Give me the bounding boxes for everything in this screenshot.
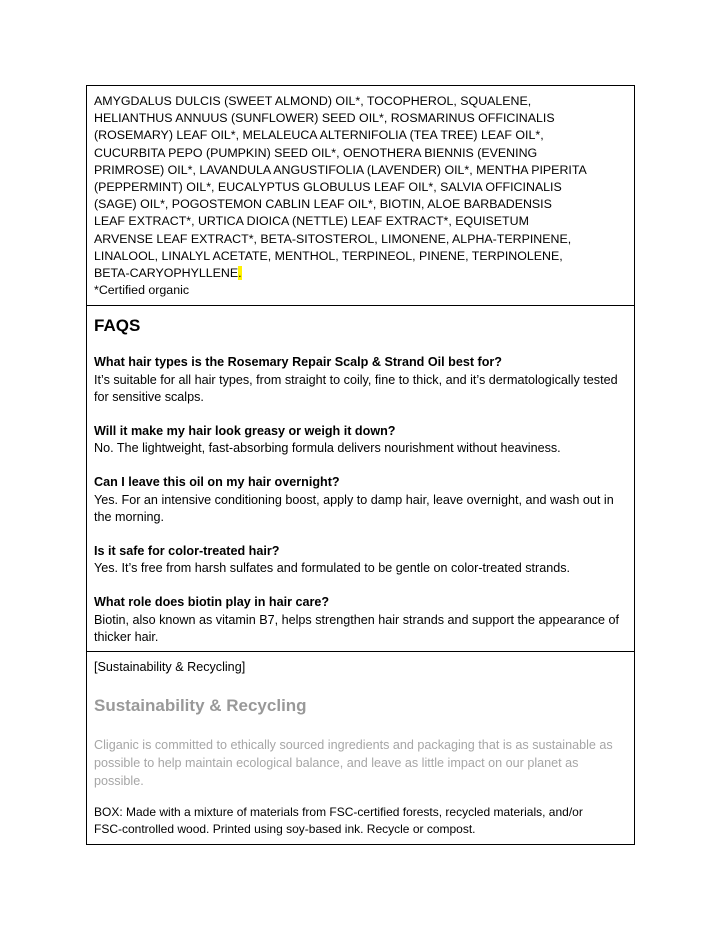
- box-info-line: FSC-controlled wood. Printed using soy-based ink. Recycle or compost.: [94, 822, 476, 837]
- faq-item: [94, 423, 628, 457]
- ingredients-line: (SAGE) OIL*, POGOSTEMON CABLIN LEAF OIL*, BIOTIN, ALOE BARBADENSIS: [94, 197, 552, 212]
- faq-item: [94, 543, 628, 577]
- ingredients-cell: [87, 86, 634, 305]
- sustainability-body: Cliganic is committed to ethically sourced ingredients and packaging that is as sustainable as possible to help maintain ecological balance, and leave as little impact on our planet as possible.: [94, 738, 613, 789]
- sustainability-heading: Sustainability & Recycling: [94, 696, 307, 716]
- ingredients-line: LEAF EXTRACT*, URTICA DIOICA (NETTLE) LEAF EXTRACT*, EQUISETUM: [94, 214, 529, 229]
- faq-answer: Yes. It’s free from harsh sulfates and formulated to be gentle on color-treated strands.: [94, 561, 571, 576]
- faq-question: Is it safe for color-treated hair?: [94, 544, 280, 559]
- faq-question: Will it make my hair look greasy or weigh it down?: [94, 424, 396, 439]
- faqs-title: FAQS: [94, 316, 141, 336]
- faq-item: [94, 474, 628, 526]
- faq-question: What role does biotin play in hair care?: [94, 595, 330, 610]
- ingredients-line: CUCURBITA PEPO (PUMPKIN) SEED OIL*, OENOTHERA BIENNIS (EVENING: [94, 145, 538, 160]
- faq-answer: Biotin, also known as vitamin B7, helps strengthen hair strands and support the appearance of thicker hair.: [94, 612, 620, 644]
- ingredients-line: AMYGDALUS DULCIS (SWEET ALMOND) OIL*, TOCOPHEROL, SQUALENE,: [94, 94, 532, 108]
- sustainability-bracket-label: [Sustainability & Recycling]: [94, 660, 246, 675]
- faq-answer: It’s suitable for all hair types, from straight to coily, fine to thick, and it’s dermatologically tested for sensitive scalps.: [94, 372, 618, 404]
- faqs-cell: [87, 305, 634, 651]
- box-info-line: BOX: Made with a mixture of materials from FSC-certified forests, recycled materials, and/or: [94, 805, 583, 820]
- faq-question: Can I leave this oil on my hair overnight?: [94, 475, 340, 490]
- faq-question: What hair types is the Rosemary Repair Scalp & Strand Oil best for?: [94, 355, 502, 370]
- ingredients-line: PRIMROSE) OIL*, LAVANDULA ANGUSTIFOLIA (LAVENDER) OIL*, MENTHA PIPERITA: [94, 162, 587, 177]
- sustainability-cell: [87, 651, 634, 844]
- ingredients-line: HELIANTHUS ANNUUS (SUNFLOWER) SEED OIL*, ROSMARINUS OFFICINALIS: [94, 111, 555, 126]
- document-table: [86, 85, 635, 845]
- ingredients-line: (PEPPERMINT) OIL*, EUCALYPTUS GLOBULUS LEAF OIL*, SALVIA OFFICINALIS: [94, 180, 562, 195]
- ingredients-line: LINALOOL, LINALYL ACETATE, MENTHOL, TERPINEOL, PINENE, TERPINOLENE,: [94, 248, 563, 263]
- faq-answer: Yes. For an intensive conditioning boost, apply to damp hair, leave overnight, and wash out in the morning.: [94, 492, 614, 524]
- faq-item: [94, 594, 628, 646]
- highlighted-period: .: [238, 266, 242, 281]
- ingredients-last-line: [94, 265, 628, 282]
- ingredients-line: ARVENSE LEAF EXTRACT*, BETA-SITOSTEROL, LIMONENE, ALPHA-TERPINENE,: [94, 231, 572, 246]
- box-recycling-info: [94, 804, 628, 838]
- faq-answer: No. The lightweight, fast-absorbing formula delivers nourishment without heaviness.: [94, 441, 561, 456]
- faq-item: [94, 354, 628, 406]
- ingredients-last-text: BETA-CARYOPHYLLENE: [94, 266, 239, 281]
- certified-organic-note: *Certified organic: [94, 283, 190, 298]
- ingredients-line: (ROSEMARY) LEAF OIL*, MELALEUCA ALTERNIFOLIA (TEA TREE) LEAF OIL*,: [94, 128, 544, 143]
